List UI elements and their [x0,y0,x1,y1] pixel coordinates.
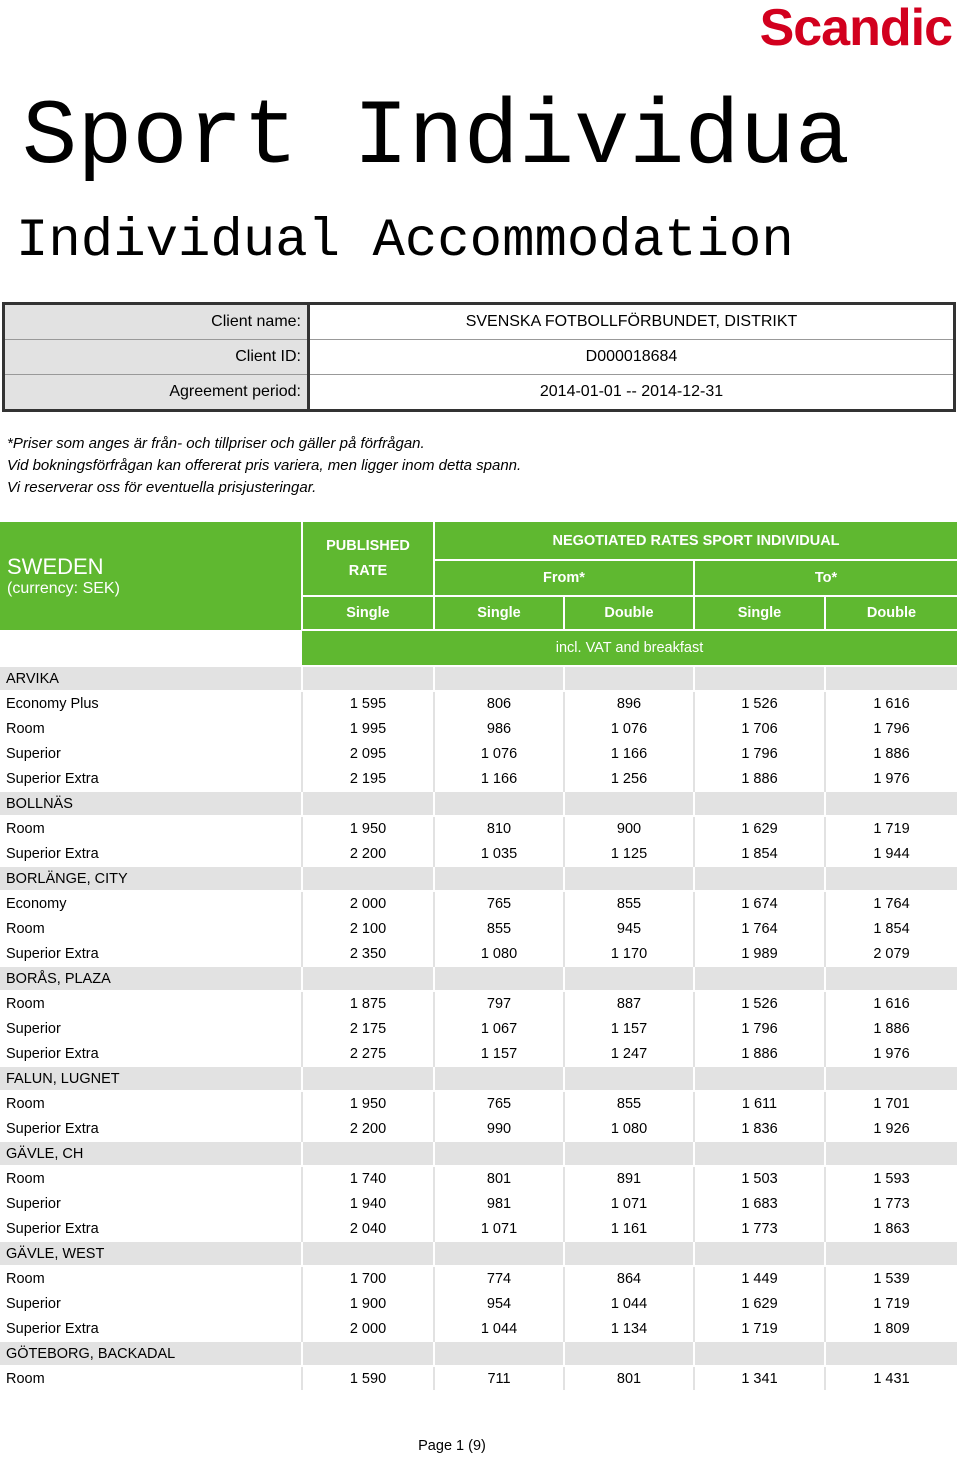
room-type: Superior Extra [0,766,302,791]
rate-cell: 1 854 [825,916,957,941]
room-type: Room [0,1366,302,1390]
client-name-value: SVENSKA FOTBOLLFÖRBUNDET, DISTRIKT [309,304,955,340]
room-rate-row [0,1041,957,1066]
hotel-row-cell [434,791,564,816]
room-type: Superior [0,1191,302,1216]
rate-cell: 1 080 [434,941,564,966]
rate-cell: 981 [434,1191,564,1216]
room-type: Economy [0,891,302,916]
hotel-row-cell [694,1341,825,1366]
negotiated-rates-header: NEGOTIATED RATES SPORT INDIVIDUAL [434,522,957,560]
hotel-row-cell [302,1141,434,1166]
room-rate-row [0,1291,957,1316]
rate-cell: 1 125 [564,841,694,866]
room-rate-row [0,1316,957,1341]
rate-cell: 1 796 [825,716,957,741]
hotel-row-cell [302,791,434,816]
rate-cell: 1 157 [434,1041,564,1066]
rate-cell: 1 976 [825,766,957,791]
rate-cell: 1 976 [825,1041,957,1066]
rate-cell: 765 [434,1091,564,1116]
rate-cell: 801 [434,1166,564,1191]
hotel-row-cell [825,1241,957,1266]
rate-cell: 1 593 [825,1166,957,1191]
header-spacer [0,630,302,666]
room-type-header: Single [434,596,564,630]
room-type: Room [0,1166,302,1191]
hotel-row-cell [564,666,694,691]
rate-cell: 1 611 [694,1091,825,1116]
rate-cell: 2 200 [302,1116,434,1141]
room-type: Room [0,916,302,941]
rate-cell: 1 157 [564,1016,694,1041]
room-type-header: Double [825,596,957,630]
hotel-row-cell [694,666,825,691]
hotel-name: BORLÄNGE, CITY [0,866,302,891]
room-rate-row [0,1266,957,1291]
room-type: Room [0,716,302,741]
room-type-header: Double [564,596,694,630]
room-type: Superior Extra [0,941,302,966]
room-rate-row [0,891,957,916]
rate-cell: 1 701 [825,1091,957,1116]
rate-cell: 1 706 [694,716,825,741]
rate-cell: 1 773 [694,1216,825,1241]
room-type: Room [0,991,302,1016]
hotel-row-cell [564,1141,694,1166]
room-type: Room [0,1091,302,1116]
rate-cell: 2 095 [302,741,434,766]
client-id-value: D000018684 [309,340,955,375]
room-type: Superior Extra [0,1316,302,1341]
rate-cell: 1 719 [825,816,957,841]
hotel-row-cell [302,1066,434,1091]
room-type: Room [0,1266,302,1291]
rate-cell: 774 [434,1266,564,1291]
hotel-row-cell [694,966,825,991]
rate-cell: 1 683 [694,1191,825,1216]
hotel-row-cell [825,1141,957,1166]
rate-cell: 1 170 [564,941,694,966]
rate-cell: 2 100 [302,916,434,941]
room-rate-row [0,816,957,841]
rate-cell: 1 926 [825,1116,957,1141]
vat-note: incl. VAT and breakfast [302,630,957,666]
hotel-row-cell [434,866,564,891]
hotel-row [0,1141,957,1166]
hotel-row-cell [694,1141,825,1166]
room-rate-row [0,941,957,966]
room-rate-row [0,1091,957,1116]
room-rate-row [0,741,957,766]
agreement-period-row [4,375,955,411]
rate-cell: 1 526 [694,691,825,716]
rate-cell: 1 035 [434,841,564,866]
room-rate-row [0,1166,957,1191]
rate-cell: 1 080 [564,1116,694,1141]
room-rate-row [0,691,957,716]
hotel-row-cell [434,1241,564,1266]
rate-cell: 986 [434,716,564,741]
rate-cell: 1 886 [825,741,957,766]
page-title: Sport Individua [22,85,851,190]
rate-cell: 945 [564,916,694,941]
rate-cell: 1 764 [694,916,825,941]
hotel-row [0,1341,957,1366]
rate-cell: 1 616 [825,691,957,716]
rate-cell: 1 595 [302,691,434,716]
hotel-row [0,866,957,891]
rate-cell: 896 [564,691,694,716]
room-rate-row [0,766,957,791]
rate-cell: 1 067 [434,1016,564,1041]
hotel-row-cell [825,1341,957,1366]
hotel-row-cell [564,866,694,891]
hotel-row-cell [825,1066,957,1091]
room-rate-row [0,1366,957,1390]
hotel-row-cell [694,1066,825,1091]
rate-cell: 801 [564,1366,694,1390]
hotel-row-cell [825,866,957,891]
room-rate-row [0,841,957,866]
rate-cell: 2 175 [302,1016,434,1041]
client-id-row [4,340,955,375]
rates-table [0,522,957,1390]
hotel-row-cell [434,1141,564,1166]
rate-cell: 2 275 [302,1041,434,1066]
room-rate-row [0,1116,957,1141]
client-id-label: Client ID: [4,340,309,375]
room-rate-row [0,716,957,741]
rate-cell: 1 044 [434,1316,564,1341]
country-header [0,522,302,630]
rate-cell: 1 796 [694,741,825,766]
rate-cell: 1 616 [825,991,957,1016]
rate-cell: 1 875 [302,991,434,1016]
rate-cell: 1 995 [302,716,434,741]
hotel-name: ARVIKA [0,666,302,691]
room-rate-row [0,1016,957,1041]
room-type: Superior [0,1016,302,1041]
rate-cell: 2 195 [302,766,434,791]
hotel-row-cell [564,1241,694,1266]
hotel-name: BOLLNÄS [0,791,302,816]
rate-cell: 900 [564,816,694,841]
rate-cell: 765 [434,891,564,916]
rate-cell: 1 076 [564,716,694,741]
rate-cell: 855 [564,891,694,916]
client-name-row [4,304,955,340]
from-header: From* [434,560,694,596]
rate-cell: 1 863 [825,1216,957,1241]
agreement-period-label: Agreement period: [4,375,309,411]
page-subtitle: Individual Accommodation [16,211,794,272]
rate-cell: 806 [434,691,564,716]
rate-cell: 954 [434,1291,564,1316]
room-type: Superior Extra [0,1116,302,1141]
rate-cell: 1 740 [302,1166,434,1191]
note-line: Vi reserverar oss för eventuella prisjusteringar. [7,479,317,496]
rate-cell: 1 886 [694,766,825,791]
hotel-name: BORÅS, PLAZA [0,966,302,991]
rate-cell: 1 166 [564,741,694,766]
rate-cell: 1 134 [564,1316,694,1341]
country-name: SWEDEN [7,554,104,579]
rate-cell: 1 256 [564,766,694,791]
hotel-row-cell [434,1341,564,1366]
hotel-row-cell [302,666,434,691]
hotel-row-cell [564,791,694,816]
rate-cell: 1 773 [825,1191,957,1216]
hotel-name: GÄVLE, WEST [0,1241,302,1266]
room-type: Superior [0,741,302,766]
rate-cell: 1 247 [564,1041,694,1066]
hotel-row [0,1066,957,1091]
rate-cell: 2 000 [302,1316,434,1341]
rate-cell: 2 200 [302,841,434,866]
rate-cell: 1 503 [694,1166,825,1191]
rate-cell: 1 674 [694,891,825,916]
page-footer [0,1438,960,1454]
rate-cell: 855 [434,916,564,941]
to-header: To* [694,560,957,596]
rate-cell: 1 950 [302,1091,434,1116]
room-type: Economy Plus [0,691,302,716]
room-type: Room [0,816,302,841]
hotel-name: GÄVLE, CH [0,1141,302,1166]
rate-cell: 1 044 [564,1291,694,1316]
rate-cell: 1 431 [825,1366,957,1390]
hotel-row-cell [825,666,957,691]
rate-cell: 2 350 [302,941,434,966]
rate-cell: 1 449 [694,1266,825,1291]
client-info-table [2,302,956,412]
rate-cell: 1 886 [694,1041,825,1066]
published-rate-header [302,522,434,596]
rate-cell: 1 700 [302,1266,434,1291]
hotel-name: GÖTEBORG, BACKADAL [0,1341,302,1366]
page-number: Page 1 (9) [418,1438,486,1454]
rate-cell: 1 989 [694,941,825,966]
hotel-row-cell [434,1066,564,1091]
hotel-row [0,791,957,816]
client-name-label: Client name: [4,304,309,340]
rate-cell: 2 079 [825,941,957,966]
rate-cell: 1 590 [302,1366,434,1390]
rate-cell: 797 [434,991,564,1016]
rate-cell: 1 764 [825,891,957,916]
room-type: Superior [0,1291,302,1316]
rate-cell: 855 [564,1091,694,1116]
room-type-header: Single [302,596,434,630]
rate-cell: 2 000 [302,891,434,916]
hotel-row [0,1241,957,1266]
hotel-row-cell [302,1241,434,1266]
hotel-row [0,666,957,691]
rate-cell: 1 166 [434,766,564,791]
currency-label: (currency: SEK) [7,580,120,597]
agreement-period-value: 2014-01-01 -- 2014-12-31 [309,375,955,411]
room-rate-row [0,1191,957,1216]
rate-cell: 1 809 [825,1316,957,1341]
rate-cell: 1 071 [434,1216,564,1241]
rate-cell: 1 940 [302,1191,434,1216]
rate-cell: 1 900 [302,1291,434,1316]
rate-cell: 1 071 [564,1191,694,1216]
room-rate-row [0,916,957,941]
room-type: Superior Extra [0,841,302,866]
rate-cell: 1 161 [564,1216,694,1241]
hotel-row-cell [825,791,957,816]
rate-cell: 990 [434,1116,564,1141]
price-notes [7,433,521,499]
rate-cell: 1 526 [694,991,825,1016]
published-line: PUBLISHED [326,537,410,554]
rate-cell: 1 854 [694,841,825,866]
published-line: RATE [348,562,388,579]
rate-cell: 711 [434,1366,564,1390]
hotel-row-cell [564,1066,694,1091]
hotel-row-cell [434,966,564,991]
rate-cell: 1 539 [825,1266,957,1291]
room-type-header: Single [694,596,825,630]
rate-cell: 887 [564,991,694,1016]
rate-cell: 891 [564,1166,694,1191]
rate-cell: 1 944 [825,841,957,866]
note-line: Vid bokningsförfrågan kan offererat pris variera, men ligger inom detta spann. [7,457,522,474]
rate-cell: 1 950 [302,816,434,841]
hotel-row-cell [564,1341,694,1366]
rate-cell: 1 796 [694,1016,825,1041]
rate-cell: 1 629 [694,1291,825,1316]
room-type: Superior Extra [0,1041,302,1066]
hotel-row-cell [694,866,825,891]
rate-cell: 1 836 [694,1116,825,1141]
rate-cell: 1 629 [694,816,825,841]
rate-cell: 1 719 [825,1291,957,1316]
hotel-row-cell [434,666,564,691]
hotel-row-cell [302,866,434,891]
room-type: Superior Extra [0,1216,302,1241]
hotel-name: FALUN, LUGNET [0,1066,302,1091]
hotel-row-cell [694,791,825,816]
hotel-row-cell [694,1241,825,1266]
rate-cell: 1 886 [825,1016,957,1041]
hotel-row-cell [302,966,434,991]
hotel-row-cell [302,1341,434,1366]
rate-cell: 1 076 [434,741,564,766]
rate-cell: 810 [434,816,564,841]
note-line: *Priser som anges är från- och tillpriser och gäller på förfrågan. [7,435,425,452]
rate-cell: 1 341 [694,1366,825,1390]
rate-cell: 864 [564,1266,694,1291]
rate-cell: 2 040 [302,1216,434,1241]
rate-cell: 1 719 [694,1316,825,1341]
room-rate-row [0,991,957,1016]
hotel-row-cell [825,966,957,991]
scandic-logo: Scandic [759,0,952,57]
room-rate-row [0,1216,957,1241]
hotel-row [0,966,957,991]
hotel-row-cell [564,966,694,991]
